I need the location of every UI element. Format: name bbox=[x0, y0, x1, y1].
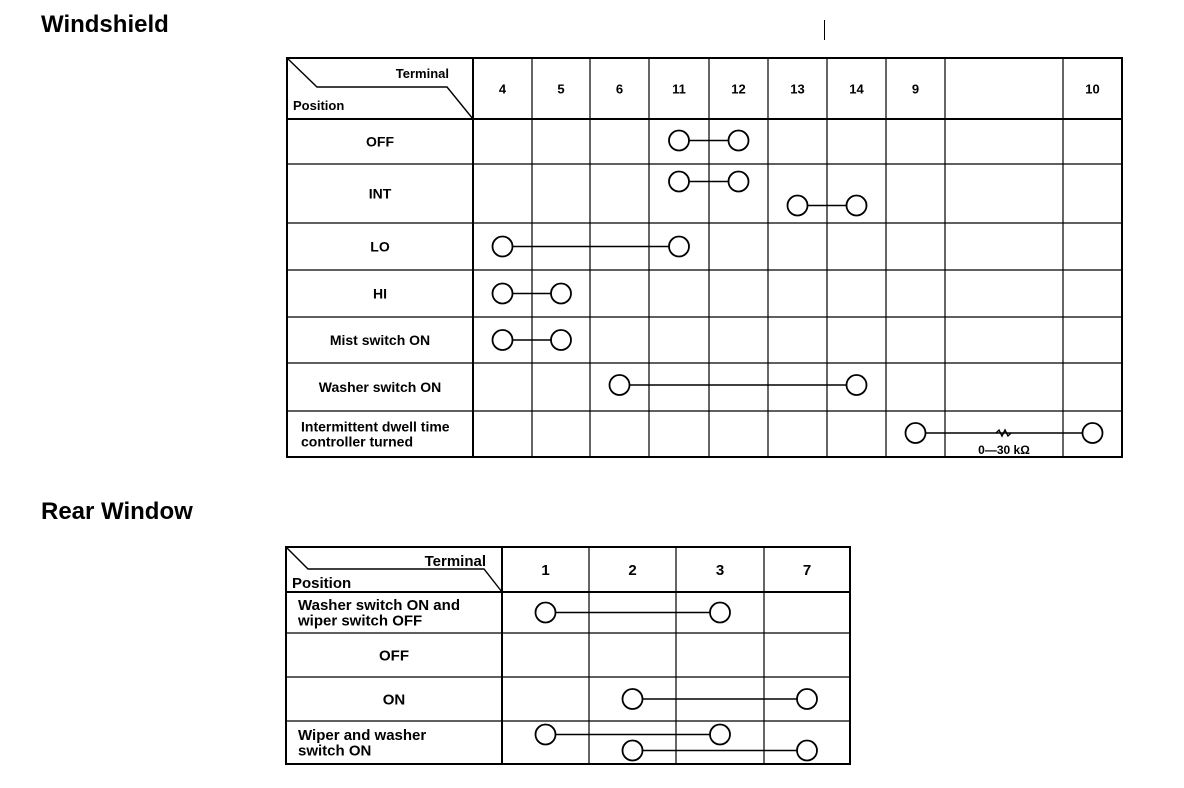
windshield-terminal-node bbox=[669, 237, 689, 257]
windshield-resistance-label: 0—30 kΩ bbox=[978, 443, 1030, 457]
windshield-terminal-node bbox=[551, 284, 571, 304]
windshield-terminal-6: 6 bbox=[615, 81, 624, 97]
windshield-header-position: Position bbox=[293, 98, 345, 113]
rear_window-terminal-node bbox=[623, 741, 643, 761]
windshield-header-terminal: Terminal bbox=[395, 66, 449, 81]
windshield-position-label: OFF bbox=[366, 133, 394, 150]
windshield-terminal-node bbox=[906, 423, 926, 443]
windshield-title: Windshield bbox=[41, 11, 169, 38]
windshield-terminal-node bbox=[493, 330, 513, 350]
windshield-terminal-13: 13 bbox=[790, 81, 805, 97]
windshield-terminal-10: 10 bbox=[1085, 81, 1100, 97]
windshield-terminal-14: 14 bbox=[849, 81, 864, 97]
rear_window-position-label: wiper switch OFF bbox=[298, 612, 423, 630]
windshield-terminal-node bbox=[847, 375, 867, 395]
windshield-terminal-node bbox=[729, 172, 749, 192]
windshield-terminal-node bbox=[1083, 423, 1103, 443]
windshield-terminal-node bbox=[669, 131, 689, 151]
rear-window-title: Rear Window bbox=[41, 498, 193, 525]
rear_window-terminal-3: 3 bbox=[715, 562, 725, 580]
windshield-position-label: INT bbox=[368, 185, 392, 202]
windshield-terminal-node bbox=[551, 330, 571, 350]
rear_window-position-label: ON bbox=[382, 691, 406, 709]
windshield-position-label: controller turned bbox=[301, 433, 414, 450]
rear_window-terminal-node bbox=[536, 725, 556, 745]
rear_window-terminal-node bbox=[797, 741, 817, 761]
windshield-terminal-5: 5 bbox=[557, 81, 565, 97]
rear_window-header-position: Position bbox=[292, 575, 352, 592]
windshield-terminal-11: 11 bbox=[672, 81, 686, 97]
windshield-terminal-12: 12 bbox=[731, 81, 746, 97]
windshield-position-label: Washer switch ON bbox=[318, 378, 442, 395]
windshield-position-label: Intermittent dwell time bbox=[301, 418, 450, 435]
windshield-terminal-4: 4 bbox=[498, 81, 507, 97]
rear_window-terminal-2: 2 bbox=[628, 562, 637, 580]
rear_window-terminal-7: 7 bbox=[802, 562, 812, 580]
windshield-terminal-node bbox=[493, 237, 513, 257]
rear_window-terminal-node bbox=[536, 603, 556, 623]
windshield-terminal-node bbox=[847, 196, 867, 216]
rear_window-terminal-node bbox=[710, 603, 730, 623]
windshield-position-label: Mist switch ON bbox=[329, 331, 431, 348]
windshield-terminal-node bbox=[493, 284, 513, 304]
windshield-frame bbox=[287, 58, 1122, 457]
windshield-terminal-9: 9 bbox=[911, 81, 920, 97]
windshield-position-label: LO bbox=[370, 238, 390, 255]
windshield-terminal-node bbox=[788, 196, 808, 216]
windshield-terminal-node bbox=[610, 375, 630, 395]
rear_window-terminal-node bbox=[710, 725, 730, 745]
rear_window-terminal-node bbox=[797, 689, 817, 709]
rear_window-position-label: Washer switch ON and bbox=[298, 596, 460, 614]
windshield-terminal-node bbox=[729, 131, 749, 151]
rear_window-position-label: switch ON bbox=[298, 742, 372, 760]
rear_window-terminal-node bbox=[623, 689, 643, 709]
rear_window-position-label: Wiper and washer bbox=[298, 726, 427, 744]
windshield-terminal-node bbox=[669, 172, 689, 192]
rear_window-terminal-1: 1 bbox=[541, 562, 550, 580]
windshield-position-label: HI bbox=[373, 285, 387, 302]
rear_window-header-terminal: Terminal bbox=[424, 553, 486, 570]
rear_window-position-label: OFF bbox=[379, 647, 409, 665]
